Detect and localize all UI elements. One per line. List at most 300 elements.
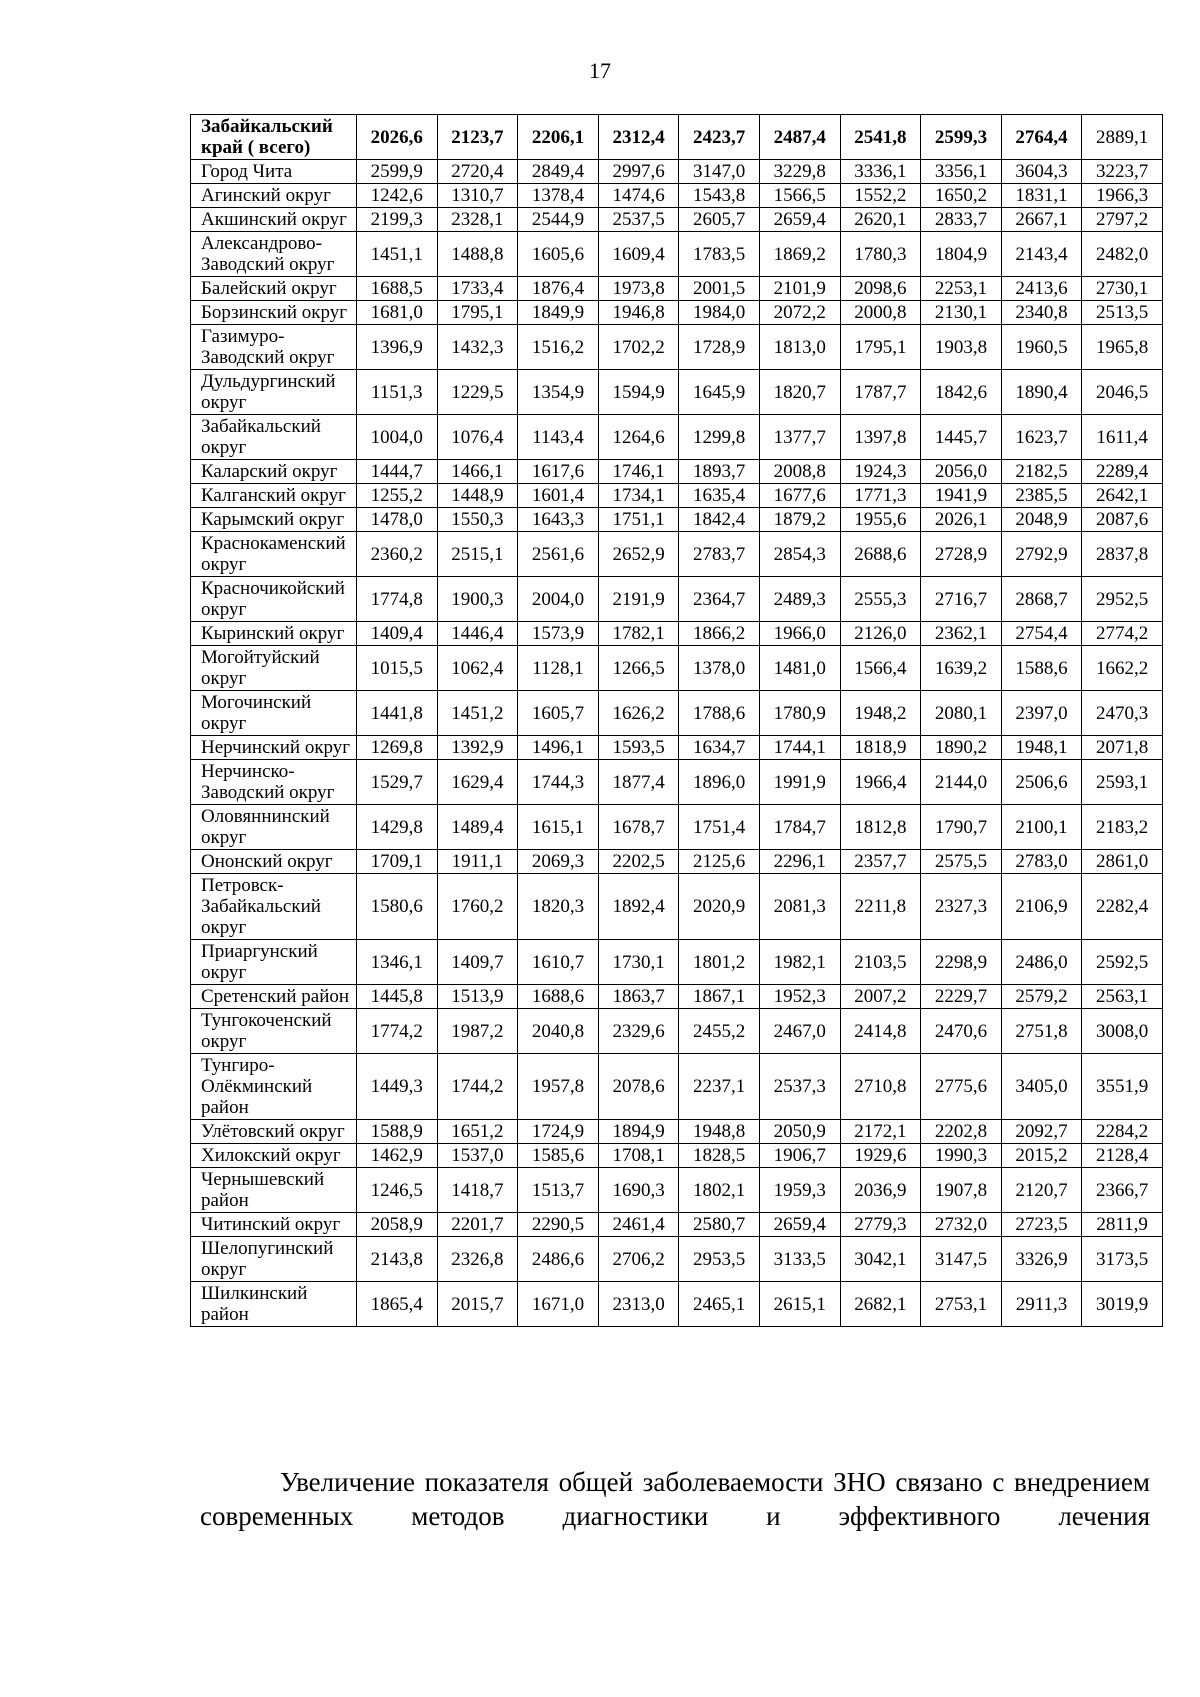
value-cell: 1481,0 <box>759 646 840 691</box>
value-cell: 2366,7 <box>1082 1168 1163 1213</box>
table-row <box>191 208 1163 232</box>
value-cell: 1688,5 <box>357 277 438 301</box>
value-cell: 2620,1 <box>840 208 921 232</box>
value-cell: 1445,8 <box>357 985 438 1009</box>
value-cell: 2575,5 <box>921 850 1002 874</box>
value-cell: 1634,7 <box>679 736 760 760</box>
value-cell: 2753,1 <box>921 1282 1002 1327</box>
value-cell: 2126,0 <box>840 622 921 646</box>
table-row <box>191 940 1163 985</box>
value-cell: 1432,3 <box>437 325 518 370</box>
value-cell: 1744,3 <box>518 760 599 805</box>
value-cell: 2048,9 <box>1001 508 1082 532</box>
value-cell: 3356,1 <box>921 160 1002 184</box>
value-cell: 1246,5 <box>357 1168 438 1213</box>
value-cell: 2515,1 <box>437 532 518 577</box>
value-cell: 1566,4 <box>840 646 921 691</box>
value-cell: 1609,4 <box>598 232 679 277</box>
value-cell: 1537,0 <box>437 1144 518 1168</box>
incidence-table <box>190 114 1163 1327</box>
value-cell: 3147,0 <box>679 160 760 184</box>
value-cell: 2289,4 <box>1082 460 1163 484</box>
value-cell: 1489,4 <box>437 805 518 850</box>
value-cell: 1076,4 <box>437 415 518 460</box>
value-cell: 2313,0 <box>598 1282 679 1327</box>
value-cell: 1890,4 <box>1001 370 1082 415</box>
value-cell: 1446,4 <box>437 622 518 646</box>
value-cell: 2710,8 <box>840 1054 921 1120</box>
value-cell: 1790,7 <box>921 805 1002 850</box>
value-cell: 1709,1 <box>357 850 438 874</box>
value-cell: 2327,3 <box>921 874 1002 940</box>
value-cell: 1733,4 <box>437 277 518 301</box>
district-name-cell: Читинский округ <box>191 1213 357 1237</box>
value-cell: 2833,7 <box>921 208 1002 232</box>
value-cell: 1869,2 <box>759 232 840 277</box>
value-cell: 2592,5 <box>1082 940 1163 985</box>
value-cell: 2482,0 <box>1082 232 1163 277</box>
value-cell: 2296,1 <box>759 850 840 874</box>
table-row <box>191 1054 1163 1120</box>
value-cell: 1774,2 <box>357 1009 438 1054</box>
value-cell: 1784,7 <box>759 805 840 850</box>
district-name-cell: Тунгокоченский округ <box>191 1009 357 1054</box>
value-cell: 1418,7 <box>437 1168 518 1213</box>
value-cell: 1865,4 <box>357 1282 438 1327</box>
value-cell: 3405,0 <box>1001 1054 1082 1120</box>
value-cell: 1610,7 <box>518 940 599 985</box>
district-name-cell: Город Чита <box>191 160 357 184</box>
value-cell: 2087,6 <box>1082 508 1163 532</box>
value-cell: 2106,9 <box>1001 874 1082 940</box>
value-cell: 2026,6 <box>357 115 438 160</box>
value-cell: 1771,3 <box>840 484 921 508</box>
value-cell: 1451,2 <box>437 691 518 736</box>
value-cell: 1269,8 <box>357 736 438 760</box>
value-cell: 1702,2 <box>598 325 679 370</box>
value-cell: 1952,3 <box>759 985 840 1009</box>
district-name-cell: Балейский округ <box>191 277 357 301</box>
value-cell: 1987,2 <box>437 1009 518 1054</box>
value-cell: 1929,6 <box>840 1144 921 1168</box>
district-name-cell: Сретенский район <box>191 985 357 1009</box>
value-cell: 1812,8 <box>840 805 921 850</box>
district-name-cell: Карымский округ <box>191 508 357 532</box>
value-cell: 1894,9 <box>598 1120 679 1144</box>
value-cell: 2599,9 <box>357 160 438 184</box>
value-cell: 1677,6 <box>759 484 840 508</box>
value-cell: 1516,2 <box>518 325 599 370</box>
table-row <box>191 184 1163 208</box>
table-row <box>191 874 1163 940</box>
value-cell: 1354,9 <box>518 370 599 415</box>
value-cell: 2182,5 <box>1001 460 1082 484</box>
value-cell: 2199,3 <box>357 208 438 232</box>
value-cell: 2605,7 <box>679 208 760 232</box>
value-cell: 2506,6 <box>1001 760 1082 805</box>
value-cell: 1780,3 <box>840 232 921 277</box>
value-cell: 1876,4 <box>518 277 599 301</box>
value-cell: 2328,1 <box>437 208 518 232</box>
value-cell: 2056,0 <box>921 460 1002 484</box>
value-cell: 1849,9 <box>518 301 599 325</box>
value-cell: 2050,9 <box>759 1120 840 1144</box>
value-cell: 1474,6 <box>598 184 679 208</box>
table-row <box>191 532 1163 577</box>
value-cell: 2282,4 <box>1082 874 1163 940</box>
value-cell: 2728,9 <box>921 532 1002 577</box>
value-cell: 1828,5 <box>679 1144 760 1168</box>
value-cell: 2040,8 <box>518 1009 599 1054</box>
value-cell: 2385,5 <box>1001 484 1082 508</box>
table-row <box>191 370 1163 415</box>
table-row <box>191 736 1163 760</box>
table-row <box>191 1168 1163 1213</box>
value-cell: 1605,6 <box>518 232 599 277</box>
page-number: 17 <box>589 58 611 83</box>
district-name-cell: Шелопугинский округ <box>191 1237 357 1282</box>
value-cell: 1488,8 <box>437 232 518 277</box>
district-name-cell: Нерчинско-Заводский округ <box>191 760 357 805</box>
value-cell: 3551,9 <box>1082 1054 1163 1120</box>
value-cell: 1787,7 <box>840 370 921 415</box>
value-cell: 2202,8 <box>921 1120 1002 1144</box>
value-cell: 1635,4 <box>679 484 760 508</box>
value-cell: 1728,9 <box>679 325 760 370</box>
value-cell: 1496,1 <box>518 736 599 760</box>
table-row <box>191 1144 1163 1168</box>
value-cell: 2579,2 <box>1001 985 1082 1009</box>
value-cell: 1751,1 <box>598 508 679 532</box>
value-cell: 2143,8 <box>357 1237 438 1282</box>
district-name-cell: Чернышевский район <box>191 1168 357 1213</box>
value-cell: 2413,6 <box>1001 277 1082 301</box>
value-cell: 1378,4 <box>518 184 599 208</box>
table-row <box>191 508 1163 532</box>
value-cell: 2723,5 <box>1001 1213 1082 1237</box>
district-name-cell: Дульдургинский округ <box>191 370 357 415</box>
value-cell: 1550,3 <box>437 508 518 532</box>
value-cell: 2329,6 <box>598 1009 679 1054</box>
value-cell: 1645,9 <box>679 370 760 415</box>
district-name-cell: Акшинский округ <box>191 208 357 232</box>
value-cell: 1973,8 <box>598 277 679 301</box>
value-cell: 1890,2 <box>921 736 1002 760</box>
value-cell: 1946,8 <box>598 301 679 325</box>
value-cell: 1842,4 <box>679 508 760 532</box>
value-cell: 1543,8 <box>679 184 760 208</box>
table-row <box>191 460 1163 484</box>
value-cell: 2229,7 <box>921 985 1002 1009</box>
value-cell: 2123,7 <box>437 115 518 160</box>
value-cell: 2144,0 <box>921 760 1002 805</box>
value-cell: 1478,0 <box>357 508 438 532</box>
value-cell: 2779,3 <box>840 1213 921 1237</box>
value-cell: 2183,2 <box>1082 805 1163 850</box>
value-cell: 2580,7 <box>679 1213 760 1237</box>
value-cell: 2201,7 <box>437 1213 518 1237</box>
value-cell: 2754,4 <box>1001 622 1082 646</box>
value-cell: 3223,7 <box>1082 160 1163 184</box>
value-cell: 2470,3 <box>1082 691 1163 736</box>
value-cell: 1513,7 <box>518 1168 599 1213</box>
value-cell: 1128,1 <box>518 646 599 691</box>
table-row <box>191 1009 1163 1054</box>
value-cell: 2007,2 <box>840 985 921 1009</box>
value-cell: 2470,6 <box>921 1009 1002 1054</box>
value-cell: 1346,1 <box>357 940 438 985</box>
value-cell: 1448,9 <box>437 484 518 508</box>
value-cell: 1924,3 <box>840 460 921 484</box>
value-cell: 2081,3 <box>759 874 840 940</box>
value-cell: 1911,1 <box>437 850 518 874</box>
value-cell: 2069,3 <box>518 850 599 874</box>
value-cell: 1466,1 <box>437 460 518 484</box>
value-cell: 1678,7 <box>598 805 679 850</box>
value-cell: 2000,8 <box>840 301 921 325</box>
value-cell: 1907,8 <box>921 1168 1002 1213</box>
value-cell: 1892,4 <box>598 874 679 940</box>
value-cell: 2036,9 <box>840 1168 921 1213</box>
value-cell: 1959,3 <box>759 1168 840 1213</box>
value-cell: 1788,6 <box>679 691 760 736</box>
value-cell: 1991,9 <box>759 760 840 805</box>
value-cell: 1746,1 <box>598 460 679 484</box>
value-cell: 2001,5 <box>679 277 760 301</box>
value-cell: 1378,0 <box>679 646 760 691</box>
value-cell: 2130,1 <box>921 301 1002 325</box>
value-cell: 2103,5 <box>840 940 921 985</box>
table-row <box>191 325 1163 370</box>
district-name-cell: Тунгиро-Олёкминский район <box>191 1054 357 1120</box>
value-cell: 1451,1 <box>357 232 438 277</box>
district-name-cell: Ононский округ <box>191 850 357 874</box>
value-cell: 1955,6 <box>840 508 921 532</box>
value-cell: 2414,8 <box>840 1009 921 1054</box>
value-cell: 1310,7 <box>437 184 518 208</box>
value-cell: 2312,4 <box>598 115 679 160</box>
value-cell: 2911,3 <box>1001 1282 1082 1327</box>
table-row <box>191 1237 1163 1282</box>
value-cell: 1671,0 <box>518 1282 599 1327</box>
value-cell: 1896,0 <box>679 760 760 805</box>
district-name-cell: Могойтуйский округ <box>191 646 357 691</box>
table-row <box>191 415 1163 460</box>
value-cell: 1820,3 <box>518 874 599 940</box>
value-cell: 2143,4 <box>1001 232 1082 277</box>
value-cell: 1681,0 <box>357 301 438 325</box>
table-row <box>191 691 1163 736</box>
value-cell: 2667,1 <box>1001 208 1082 232</box>
value-cell: 1062,4 <box>437 646 518 691</box>
value-cell: 1948,2 <box>840 691 921 736</box>
value-cell: 1392,9 <box>437 736 518 760</box>
table-row <box>191 1213 1163 1237</box>
value-cell: 1804,9 <box>921 232 1002 277</box>
district-name-cell: Шилкинский район <box>191 1282 357 1327</box>
value-cell: 2861,0 <box>1082 850 1163 874</box>
district-name-cell: Красночикойский округ <box>191 577 357 622</box>
district-name-cell: Газимуро-Заводский округ <box>191 325 357 370</box>
value-cell: 1879,2 <box>759 508 840 532</box>
value-cell: 1462,9 <box>357 1144 438 1168</box>
value-cell: 2889,1 <box>1082 115 1163 160</box>
value-cell: 3019,9 <box>1082 1282 1163 1327</box>
value-cell: 1396,9 <box>357 325 438 370</box>
value-cell: 2783,7 <box>679 532 760 577</box>
value-cell: 3604,3 <box>1001 160 1082 184</box>
value-cell: 2191,9 <box>598 577 679 622</box>
value-cell: 1966,3 <box>1082 184 1163 208</box>
value-cell: 3147,5 <box>921 1237 1002 1282</box>
body-paragraph: Увеличение показателя общей заболеваемости ЗНО связано с внедрением современных методов диагностики и эффективного лечения <box>200 1467 1150 1531</box>
district-name-cell: Борзинский округ <box>191 301 357 325</box>
value-cell: 1397,8 <box>840 415 921 460</box>
value-cell: 2101,9 <box>759 277 840 301</box>
value-cell: 1903,8 <box>921 325 1002 370</box>
value-cell: 1004,0 <box>357 415 438 460</box>
table-row <box>191 646 1163 691</box>
value-cell: 1429,8 <box>357 805 438 850</box>
value-cell: 3326,9 <box>1001 1237 1082 1282</box>
value-cell: 2078,6 <box>598 1054 679 1120</box>
value-cell: 1966,4 <box>840 760 921 805</box>
table-row <box>191 484 1163 508</box>
value-cell: 2071,8 <box>1082 736 1163 760</box>
value-cell: 1948,1 <box>1001 736 1082 760</box>
value-cell: 1229,5 <box>437 370 518 415</box>
value-cell: 1601,4 <box>518 484 599 508</box>
value-cell: 1617,6 <box>518 460 599 484</box>
value-cell: 2008,8 <box>759 460 840 484</box>
table-row <box>191 760 1163 805</box>
value-cell: 1242,6 <box>357 184 438 208</box>
district-name-cell: Кыринский округ <box>191 622 357 646</box>
value-cell: 2811,9 <box>1082 1213 1163 1237</box>
district-name-cell: Хилокский округ <box>191 1144 357 1168</box>
value-cell: 2004,0 <box>518 577 599 622</box>
value-cell: 1877,4 <box>598 760 679 805</box>
value-cell: 2326,8 <box>437 1237 518 1282</box>
value-cell: 1513,9 <box>437 985 518 1009</box>
value-cell: 1780,9 <box>759 691 840 736</box>
value-cell: 1639,2 <box>921 646 1002 691</box>
value-cell: 2364,7 <box>679 577 760 622</box>
value-cell: 1948,8 <box>679 1120 760 1144</box>
value-cell: 2046,5 <box>1082 370 1163 415</box>
value-cell: 1867,1 <box>679 985 760 1009</box>
value-cell: 1831,1 <box>1001 184 1082 208</box>
value-cell: 2541,8 <box>840 115 921 160</box>
district-name-cell: Могочинский округ <box>191 691 357 736</box>
table-row-total <box>191 115 1163 160</box>
table-row <box>191 850 1163 874</box>
value-cell: 1566,5 <box>759 184 840 208</box>
table-row <box>191 1282 1163 1327</box>
value-cell: 1688,6 <box>518 985 599 1009</box>
value-cell: 1795,1 <box>437 301 518 325</box>
district-name-cell: Забайкальский округ <box>191 415 357 460</box>
district-name-cell: Петровск-Забайкальский округ <box>191 874 357 940</box>
value-cell: 1906,7 <box>759 1144 840 1168</box>
value-cell: 2423,7 <box>679 115 760 160</box>
value-cell: 3133,5 <box>759 1237 840 1282</box>
value-cell: 2783,0 <box>1001 850 1082 874</box>
value-cell: 3008,0 <box>1082 1009 1163 1054</box>
value-cell: 1143,4 <box>518 415 599 460</box>
value-cell: 2854,3 <box>759 532 840 577</box>
value-cell: 1626,2 <box>598 691 679 736</box>
value-cell: 1573,9 <box>518 622 599 646</box>
value-cell: 2489,3 <box>759 577 840 622</box>
value-cell: 1818,9 <box>840 736 921 760</box>
value-cell: 3042,1 <box>840 1237 921 1282</box>
value-cell: 1690,3 <box>598 1168 679 1213</box>
value-cell: 1734,1 <box>598 484 679 508</box>
value-cell: 2751,8 <box>1001 1009 1082 1054</box>
value-cell: 1842,6 <box>921 370 1002 415</box>
value-cell: 1990,3 <box>921 1144 1002 1168</box>
value-cell: 2211,8 <box>840 874 921 940</box>
value-cell: 2544,9 <box>518 208 599 232</box>
value-cell: 2487,4 <box>759 115 840 160</box>
value-cell: 2461,4 <box>598 1213 679 1237</box>
value-cell: 3173,5 <box>1082 1237 1163 1282</box>
value-cell: 1820,7 <box>759 370 840 415</box>
value-cell: 2593,1 <box>1082 760 1163 805</box>
value-cell: 2080,1 <box>921 691 1002 736</box>
value-cell: 2688,6 <box>840 532 921 577</box>
value-cell: 2360,2 <box>357 532 438 577</box>
value-cell: 1594,9 <box>598 370 679 415</box>
value-cell: 1801,2 <box>679 940 760 985</box>
value-cell: 1529,7 <box>357 760 438 805</box>
district-name-cell: Забайкальский край ( всего) <box>191 115 357 160</box>
value-cell: 2953,5 <box>679 1237 760 1282</box>
value-cell: 2513,5 <box>1082 301 1163 325</box>
value-cell: 1751,4 <box>679 805 760 850</box>
value-cell: 2340,8 <box>1001 301 1082 325</box>
value-cell: 2706,2 <box>598 1237 679 1282</box>
value-cell: 2537,5 <box>598 208 679 232</box>
value-cell: 1409,4 <box>357 622 438 646</box>
value-cell: 1015,5 <box>357 646 438 691</box>
value-cell: 1611,4 <box>1082 415 1163 460</box>
value-cell: 1615,1 <box>518 805 599 850</box>
value-cell: 2015,2 <box>1001 1144 1082 1168</box>
value-cell: 1377,7 <box>759 415 840 460</box>
value-cell: 1960,5 <box>1001 325 1082 370</box>
value-cell: 2020,9 <box>679 874 760 940</box>
value-cell: 2775,6 <box>921 1054 1002 1120</box>
value-cell: 2659,4 <box>759 1213 840 1237</box>
value-cell: 2467,0 <box>759 1009 840 1054</box>
value-cell: 1795,1 <box>840 325 921 370</box>
value-cell: 2730,1 <box>1082 277 1163 301</box>
value-cell: 1580,6 <box>357 874 438 940</box>
value-cell: 1863,7 <box>598 985 679 1009</box>
table-row <box>191 232 1163 277</box>
value-cell: 1724,9 <box>518 1120 599 1144</box>
table-row <box>191 577 1163 622</box>
value-cell: 1552,2 <box>840 184 921 208</box>
value-cell: 1744,1 <box>759 736 840 760</box>
value-cell: 2237,1 <box>679 1054 760 1120</box>
value-cell: 2455,2 <box>679 1009 760 1054</box>
value-cell: 2202,5 <box>598 850 679 874</box>
value-cell: 1651,2 <box>437 1120 518 1144</box>
value-cell: 1730,1 <box>598 940 679 985</box>
